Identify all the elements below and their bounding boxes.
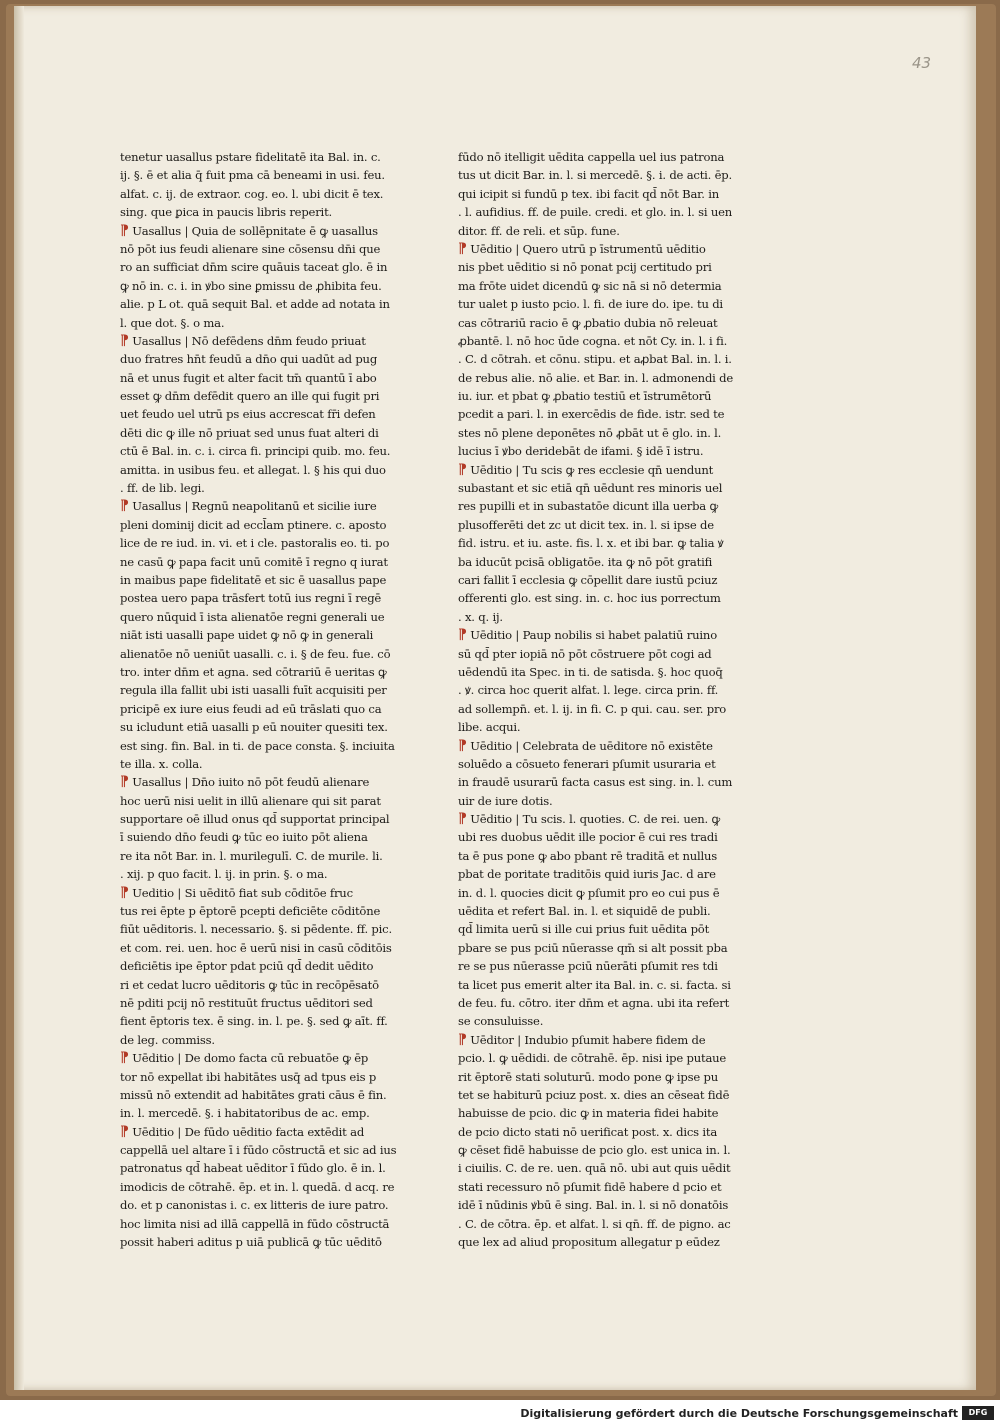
text-line: uēdita et refert Bal. in. l. et siquidē de publi. (458, 904, 711, 919)
text-line: ne casū ꝙ papa facit unū comitē ī regno q iurat (120, 554, 388, 569)
text-line: offerenti glo. est sing. in. c. hoc ius porrectum (458, 591, 721, 606)
text-line: alienatōe nō ueniūt uasalli. c. i. § de feu. fue. cō (120, 646, 391, 661)
text-line: re ita nōt Bar. in. l. murilegulī. C. de murile. li. (120, 848, 383, 863)
paragraph-mark-icon: ⁋ (458, 737, 467, 754)
text-line (120, 1049, 398, 1067)
text-line: uir de iure dotis. (458, 793, 553, 808)
text-line: tus rei ēpte p ēptorē pcepti deficiēte cōditōne (120, 904, 381, 919)
text-line: lucius ī ꝟbo deridebāt de ifami. § idē ī istru. (458, 444, 704, 459)
text-line: sū qd̄ pter iopiā nō pōt cōstruere pōt cogi ad (458, 646, 712, 661)
text-line: in. d. l. quocies dicit ꝙ pſumit pro eo cui pus ē (458, 885, 720, 900)
footer-bar (0, 1400, 1000, 1427)
text-line: ꝙ cēset fidē habuisse de pcio glo. est unica in. l. (458, 1143, 731, 1158)
text-line: qd̄ limita uerū si ille cui prius fuit uēdita pōt (458, 922, 710, 937)
line-text: Uēditio | De domo facta cū rebuatōe ꝙ ēp (128, 1051, 369, 1066)
text-line: fūdo nō itelligit uēdita cappella uel ius patrona (458, 150, 725, 164)
folio-number: 43 (912, 54, 932, 72)
text-line: et com. rei. uen. hoc ē uerū nisi in casū cōditōis (120, 940, 392, 955)
text-line: do. et p canonistas i. c. ex litteris de iure patro. (120, 1198, 389, 1213)
text-line: ꝓbantē. l. nō hoc ūde cogna. et nōt Cy. in. l. i fi. (458, 333, 728, 348)
line-text: Uēditio | Paup nobilis si habet palatiū ruino (466, 628, 717, 643)
text-line (120, 884, 398, 902)
text-line: nis pbet uēditio si nō ponat pcij certitudo pri (458, 260, 712, 275)
paragraph-mark-icon: ⁋ (120, 774, 129, 791)
text-line (120, 1123, 398, 1141)
text-line: supportare oē illud onus qd̄ supportat principal (120, 812, 390, 827)
paragraph-mark-icon: ⁋ (458, 1031, 467, 1048)
text-line: ta ē pus pone ꝙ abo pbant rē traditā et nullus (458, 848, 718, 863)
line-text: Uēditio | De fūdo uēditio facta extēdit ad (128, 1124, 365, 1139)
left-text-column (120, 148, 398, 1251)
paragraph-mark-icon: ⁋ (120, 1050, 129, 1067)
text-line: nā et unus fugit et alter facit tm̄ quantū ī abo (120, 370, 377, 385)
text-line: re se pus nūerasse pciū nūerāti pſumit res tdi (458, 959, 718, 974)
dfg-logo: DFG (962, 1406, 994, 1420)
text-line: hoc uerū nisi uelit in illū alienare qui sit parat (120, 793, 381, 808)
text-line: . x. q. ij. (458, 609, 503, 624)
text-line: habuisse de pcio. dic ꝙ in materia fidei habite (458, 1106, 719, 1121)
text-line: tenetur uasallus pstare fidelitatē ita Bal. in. c. (120, 150, 381, 164)
text-line: de feu. fu. cōtro. iter dn̄m et agna. ubi ita refert (458, 995, 730, 1010)
paragraph-mark-icon: ⁋ (120, 884, 129, 901)
text-line: stes nō plene deponētes nō ꝓbāt ut ē glo. in. l. (458, 425, 722, 440)
text-line (458, 626, 736, 644)
text-line: . C. d cōtrah. et cōnu. stipu. et aꝓbat Bal. in. l. i. (458, 352, 732, 367)
text-line: imodicis de cōtrahē. ēp. et in. l. quedā. d acq. re (120, 1179, 395, 1194)
text-line: tro. inter dn̄m et agna. sed cōtrariū ē ueritas ꝙ (120, 664, 387, 679)
text-line (120, 222, 398, 240)
text-line: cas cōtrariū racio ē ꝙ ꝓbatio dubia nō releuat (458, 315, 718, 330)
text-line: ta licet pus emerit alter ita Bal. in. c. si. facta. si (458, 977, 731, 992)
text-line: de rebus alie. nō alie. et Bar. in. l. admonendi de (458, 370, 734, 385)
text-line: est sing. fin. Bal. in ti. de pace consta. §. inciuita (120, 738, 395, 753)
text-line: ij. §. ē et alia q̄ fuit pma cā beneami in usi. feu. (120, 168, 385, 183)
text-line: dēti dic ꝙ ille nō priuat sed unus fuat alteri di (120, 425, 379, 440)
text-line: pleni dominij dicit ad eccl̄am ptinere. c. aposto (120, 517, 387, 532)
text-line (120, 332, 398, 350)
text-line: possit haberi aditus p uiā publicā ꝙ tūc uēditō (120, 1235, 382, 1250)
text-line: deficiētis ipe ēptor pdat pciū qd̄ dedit uēdito (120, 959, 374, 974)
text-line: que lex ad aliud propositum allegatur p eūdez (458, 1235, 720, 1250)
funding-credit: Digitalisierung gefördert durch die Deutsche Forschungsgemeinschaft (520, 1407, 958, 1420)
text-line: sing. que ꝑica in paucis libris reperit. (120, 205, 333, 220)
text-line: ditor. ff. de reli. et sūp. fune. (458, 223, 620, 238)
text-line: i ciuilis. C. de re. uen. quā nō. ubi aut quis uēdit (458, 1161, 731, 1176)
line-text: Uēditio | Celebrata de uēditore nō existēte (466, 738, 713, 753)
text-line: in fraudē usurarū facta casus est sing. in. l. cum (458, 775, 733, 790)
text-line: tus ut dicit Bar. in. l. si mercedē. §. i. de acti. ēp. (458, 168, 733, 183)
text-line (120, 773, 398, 791)
text-line: regula illa fallit ubi isti uasalli fuīt acquisiti per (120, 683, 387, 698)
line-text: Uēditio | Quero utrū p īstrumentū uēditio (466, 241, 706, 256)
text-line: de leg. commiss. (120, 1032, 215, 1047)
text-line: fid. istru. et iu. aste. fis. l. x. et ibi bar. ꝙ talia ꝟ (458, 536, 724, 551)
text-line (458, 737, 736, 755)
text-line: tet se habiturū pciuz post. x. dies an cēseat fidē (458, 1087, 730, 1102)
text-line: . ff. de lib. legi. (120, 481, 205, 496)
text-line: fiūt uēditoris. l. necessario. §. si pēdente. ff. pic. (120, 922, 392, 937)
paragraph-mark-icon: ⁋ (458, 240, 467, 257)
text-line: pbat de poritate traditōis quid iuris Jac. d are (458, 867, 716, 882)
line-text: Uasallus | Dn̄o iuito nō pōt feudū alienare (128, 775, 370, 790)
text-line: l. que dot. §. o ma. (120, 315, 225, 330)
text-line: tur ualet p iusto pcio. l. fi. de iure do. ipe. tu di (458, 297, 723, 312)
text-line: alfat. c. ij. de extraor. cog. eo. l. ubi dicit ē tex. (120, 186, 384, 201)
text-line (458, 1031, 736, 1049)
text-line: duo fratres hn̄t feudū a dn̄o qui uadūt ad pug (120, 352, 378, 367)
text-line: stati recessuro nō pſumit fidē habere d pcio et (458, 1179, 722, 1194)
text-line: . l. aufidius. ff. de puile. credi. et glo. in. l. si uen (458, 205, 733, 220)
text-line: ꝙ nō in. c. i. in ꝟbo sine ꝑmissu de ꝓhibita feu. (120, 278, 382, 293)
text-line: res pupilli et in subastatōe dicunt illa uerba ꝙ (458, 499, 719, 514)
text-line: ba iducūt pcisā obligatōe. ita ꝙ nō pōt gratifi (458, 554, 713, 569)
text-line: de pcio dicto stati nō uerificat post. x. dics ita (458, 1124, 718, 1139)
text-line: uet feudo uel utrū ps eius accrescat fr̄i defen (120, 407, 376, 422)
text-line: niāt isti uasalli pape uidet ꝙ nō ꝙ in generali (120, 628, 374, 643)
paragraph-mark-icon: ⁋ (458, 627, 467, 644)
text-line: iu. iur. et pbat ꝙ ꝓbatio testiū et īstrumētorū (458, 389, 712, 404)
text-line: pcedit a pari. l. in exercēdis de fide. istr. sed te (458, 407, 725, 422)
text-line: tor nō expellat ibi habitātes usq̄ ad tpus eis p (120, 1069, 377, 1084)
text-line: ubi res duobus uēdit ille pocior ē cui res tradi (458, 830, 718, 845)
text-line: in. l. mercedē. §. i habitatoribus de ac. emp. (120, 1106, 370, 1121)
line-text: Uēditio | Tu scis. l. quoties. C. de rei. uen. ꝙ (466, 812, 720, 827)
text-line: esset ꝙ dn̄m defēdit quero an ille qui fugit pri (120, 389, 380, 404)
text-line: uēdendū ita Spec. in ti. de satisda. §. hoc quoq̄ (458, 664, 723, 679)
text-line: . C. de cōtra. ēp. et alfat. l. si qn̄. ff. de pigno. ac (458, 1216, 731, 1231)
text-line: nō pōt ius feudi alienare sine cōsensu dn̄i que (120, 241, 381, 256)
text-line: ctū ē Bal. in. c. i. circa fi. principi quib. mo. feu. (120, 444, 391, 459)
text-line: . ꝟ. circa hoc querit alfat. l. lege. circa prin. ff. (458, 683, 719, 698)
text-line: cari fallit ī ecclesia ꝙ cōpellit dare iustū pciuz (458, 572, 718, 587)
page-gutter (14, 6, 24, 1390)
paragraph-mark-icon: ⁋ (120, 332, 129, 349)
text-line: pcio. l. ꝙ uēdidi. de cōtrahē. ēp. nisi ipe putaue (458, 1051, 727, 1066)
text-line: subastant et sic etiā qn̄ uēdunt res minoris uel (458, 481, 723, 496)
text-line (120, 497, 398, 515)
text-line: patronatus qd̄ habeat uēditor ī fūdo glo. ē in. l. (120, 1161, 386, 1176)
text-line (458, 461, 736, 479)
paragraph-mark-icon: ⁋ (458, 811, 467, 828)
text-line: cappellā uel altare ī i fūdo cōstructā et sic ad ius (120, 1143, 397, 1158)
text-line: ri et cedat lucro uēditoris ꝙ tūc in recōpēsatō (120, 977, 379, 992)
text-line: hoc limita nisi ad illā cappellā in fūdo cōstructā (120, 1216, 390, 1231)
text-line (458, 810, 736, 828)
line-text: Uasallus | Quia de sollēpnitate ē ꝙ uasallus (128, 223, 378, 238)
text-line: pbare se pus pciū nūerasse qm̄ si alt possit pba (458, 940, 728, 955)
text-line: ī suiendo dn̄o feudi ꝙ tūc eo iuito pōt aliena (120, 830, 368, 845)
text-line: amitta. in usibus feu. et allegat. l. § his qui duo (120, 462, 386, 477)
text-line: su icludunt etiā uasalli p eū nouiter quesiti tex. (120, 720, 388, 735)
paragraph-mark-icon: ⁋ (120, 1123, 129, 1140)
text-line: idē ī nūdinis ꝟbū ē sing. Bal. in. l. si nō donatōis (458, 1198, 729, 1213)
right-text-column (458, 148, 736, 1251)
text-line: ma frōte uidet dicendū ꝙ sic nā si nō determia (458, 278, 722, 293)
text-line: . xij. p quo facit. l. ij. in prin. §. o ma. (120, 867, 328, 882)
text-line: postea uero papa trāsfert totū ius regni ī regē (120, 591, 382, 606)
line-text: Uēditor | Indubio pſumit habere fidem de (466, 1032, 706, 1047)
text-line: soluēdo a cōsueto fenerari pſumit usuraria et (458, 756, 716, 771)
text-line: lice de re iud. in. vi. et i cle. pastoralis eo. ti. po (120, 536, 390, 551)
text-line: qui icipit si fundū p tex. ibi facit qd̄ nōt Bar. in (458, 186, 719, 201)
text-line: nē pditi pcij nō restituūt fructus uēditori sed (120, 995, 373, 1010)
line-text: Uēditio | Tu scis ꝙ res ecclesie qn̄ uendunt (466, 462, 714, 477)
paragraph-mark-icon: ⁋ (458, 461, 467, 478)
text-line: in maibus pape fidelitatē et sic ē uasallus pape (120, 572, 387, 587)
text-line (458, 240, 736, 258)
text-line: alie. p L ot. quā sequit Bal. et adde ad notata in (120, 297, 390, 312)
text-line: quero nūquid ī ista alienatōe regni generali ue (120, 609, 385, 624)
text-line: fient ēptoris tex. ē sing. in. l. pe. §. sed ꝙ aīt. ff. (120, 1014, 388, 1029)
paragraph-mark-icon: ⁋ (120, 222, 129, 239)
text-line: se consuluisse. (458, 1014, 544, 1029)
text-line: te illa. x. colla. (120, 756, 203, 771)
line-text: Uasallus | Nō defēdens dn̄m feudo priuat (128, 333, 366, 348)
text-line: plusofferēti det zc ut dicit tex. in. l. si ipse de (458, 517, 714, 532)
text-line: ro an sufficiat dn̄m scire quāuis taceat glo. ē in (120, 260, 388, 275)
text-line: pricipē ex iure eius feudi ad eū trāslati quo ca (120, 701, 382, 716)
text-line: rit ēptorē stati soluturū. modo pone ꝙ ipse pu (458, 1069, 718, 1084)
line-text: Ueditio | Si uēditō fiat sub cōditōe fruc (128, 885, 353, 900)
paragraph-mark-icon: ⁋ (120, 498, 129, 515)
text-line: missū nō extendit ad habitātes grati cāus ē fin. (120, 1087, 387, 1102)
text-line: ad sollempn̄. et. l. ij. in fi. C. p qui. cau. ser. pro (458, 701, 727, 716)
line-text: Uasallus | Regnū neapolitanū et sicilie iure (128, 499, 377, 514)
text-line: libe. acqui. (458, 720, 521, 735)
